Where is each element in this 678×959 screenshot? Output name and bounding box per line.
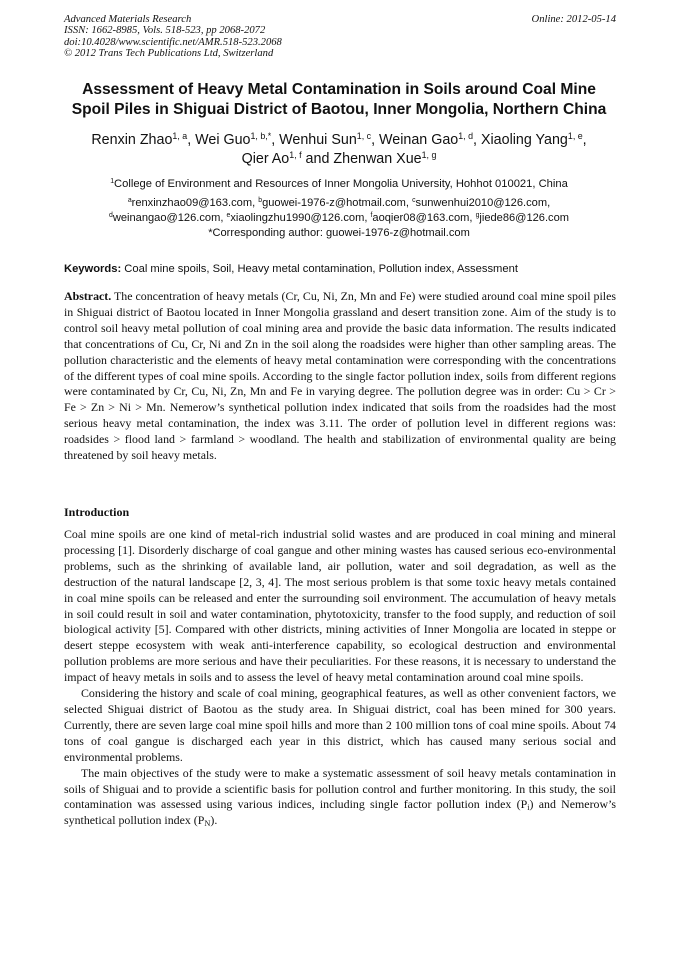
author-list: Renxin Zhao$^{1, a}$, Wei Guo$^{1, b,*}$, Wenhui Sun$^{1, c}$, Weinan Gao$^{1, d}$, Xiaoling Yang$^{1, e}$, Qier Ao$^{1, f}$ and Zhenwan Xue$^{1, g}$ bbox=[91, 131, 587, 167]
introduction-body bbox=[64, 527, 616, 829]
keywords-label: Keywords: bbox=[64, 263, 122, 275]
keywords bbox=[64, 262, 616, 277]
author: Wenhui Sun$^{1, c}$ bbox=[279, 131, 372, 148]
email-list: $^a$renxinzhao09@163.com, $^b$guowei-1976-z@hotmail.com, $^c$sunwenhui2010@126.com, $^d$weinangao@126.com, $^e$xiaolingzhu1990@126.com, $^f$aoqier08@163.com, $^g$jiede86@126.com *Corresponding author: guowei-1976-z@hotmail.com bbox=[109, 197, 569, 239]
affiliation: $^1$College of Environment and Resources of Inner Mongolia University, Hohhot 010021, China bbox=[110, 178, 568, 190]
online-date: Online: 2012-05-14 bbox=[531, 14, 616, 25]
author-email: $^d$weinangao@126.com bbox=[109, 212, 221, 224]
copyright-line: © 2012 Trans Tech Publications Ltd, Switzerland bbox=[64, 48, 274, 60]
paragraph: Considering the history and scale of coal mining, geographical features, as well as other convenient factors, we selected Shiguai district of Baotou as the study area. In Shiguai district, coal has been mined for 300 years. Currently, there are seven large coal mine spoil hills and more than 2 100 million tons of coal mine spoils. About 74 tons of coal gangue is discharged each year in this district, which has caused many serious social and environmental problems. bbox=[64, 686, 616, 764]
doi-line: doi:10.4028/www.scientific.net/AMR.518-523.2068 bbox=[64, 36, 282, 48]
section-heading-introduction: Introduction bbox=[64, 505, 130, 519]
author-email: $^f$aoqier08@163.com bbox=[370, 212, 470, 224]
abstract bbox=[64, 289, 616, 464]
journal-header bbox=[64, 14, 616, 60]
abstract-text: The concentration of heavy metals (Cr, Cu, Ni, Zn, Mn and Fe) were studied around coal mine spoil piles in Shiguai district of Baotou located in Inner Mongolia grassland and desert transition zone. Aim of the study is to control soil heavy metal pollution of coal mining area and provide the basic data information. The results indicated that concentrations of Cu, Cr, Ni and Zn in the soil along the roadsides were higher than other sampling areas. The pollution characteristic and the elements of heavy metal contamination were corresponding with the concentrations of the different types of coal mine spoils. According to the single factor pollution index, soils from different regions were contaminated by Cr, Cu, Ni, Zn, Mn and Fe in varying degree. The pollution degree was in order: Cu > Cr > Fe > Zn > Ni > Mn. Nemerow’s synthetical pollution index indicated that soils from the roadsides had the most serious heavy metal contamination, the index was 3.11. The order of pollution level in different regions was: roadsides > flood land > farmland > woodland. The health and stabilization of environmental quality are being threatened by soil heavy metals. bbox=[64, 289, 616, 463]
title-line-1: Assessment of Heavy Metal Contamination in Soils around Coal Mine bbox=[82, 81, 596, 98]
author-email: $^a$renxinzhao09@163.com bbox=[127, 197, 253, 209]
title-line-2: Spoil Piles in Shiguai District of Baotou, Inner Mongolia, Northern China bbox=[71, 101, 607, 118]
paper-title bbox=[40, 80, 638, 120]
author-email: $^c$sunwenhui2010@126.com bbox=[412, 197, 548, 209]
abstract-label: Abstract. bbox=[64, 289, 112, 303]
author: Renxin Zhao$^{1, a}$ bbox=[91, 131, 188, 148]
author: Wei Guo$^{1, b,*}$ bbox=[195, 131, 272, 148]
keywords-text: Coal mine spoils, Soil, Heavy metal contamination, Pollution index, Assessment bbox=[121, 263, 518, 275]
paragraph: The main objectives of the study were to make a systematic assessment of soil heavy metals contamination in soils of Shiguai and to provide a scientific basis for pollution control and further monitoring. In this study, the soil contamination was assessed using various indices, including single factor pollution index $(P_i)$ and Nemerow’s synthetical pollution index $(P_N)$. bbox=[64, 765, 616, 829]
corresponding-author: *Corresponding author: guowei-1976-z@hotmail.com bbox=[208, 227, 470, 239]
author: Qier Ao$^{1, f}$ bbox=[241, 150, 302, 167]
author-email: $^g$jiede86@126.com bbox=[475, 212, 569, 224]
journal-name: Advanced Materials Research bbox=[64, 14, 192, 25]
author: Weinan Gao$^{1, d}$ bbox=[379, 131, 474, 148]
author-email: $^b$guowei-1976-z@hotmail.com bbox=[258, 197, 406, 209]
paragraph: Coal mine spoils are one kind of metal-rich industrial solid wastes and are produced in coal mining and mineral processing [1]. Disorderly discharge of coal gangue and other mining wastes has caused serious eco-environmental problems, such as the shrinking of available land, air pollution, water and soil degradation, as well as the destruction of the natural landscape [2, 3, 4]. The most serious problem is that some toxic heavy metals contained in coal mine spoils can be released and enter the surrounding soil environment. The accumulation of heavy metals in soil could result in soil and water contamination, phytotoxicity, transfer to the food supply, and reduction of soil biological activity [5]. Compared with other districts, mining activities of Inner Mongolia are located in steppe or desert steppe ecosystem with weak anti-interference capability, so ecological destruction and environmental pollution problems are more serious and have their peculiarities. For these reasons, it is necessary to understand the impact of heavy metals in soils and to assess the level of heavy metal contamination around coal mine spoils. bbox=[64, 527, 616, 685]
author-email: $^e$xiaolingzhu1990@126.com bbox=[226, 212, 365, 224]
author: Zhenwan Xue$^{1, g}$ bbox=[333, 150, 437, 167]
issn-line: ISSN: 1662-8985, Vols. 518-523, pp 2068-2072 bbox=[64, 25, 266, 37]
author: Xiaoling Yang$^{1, e}$ bbox=[480, 131, 583, 148]
